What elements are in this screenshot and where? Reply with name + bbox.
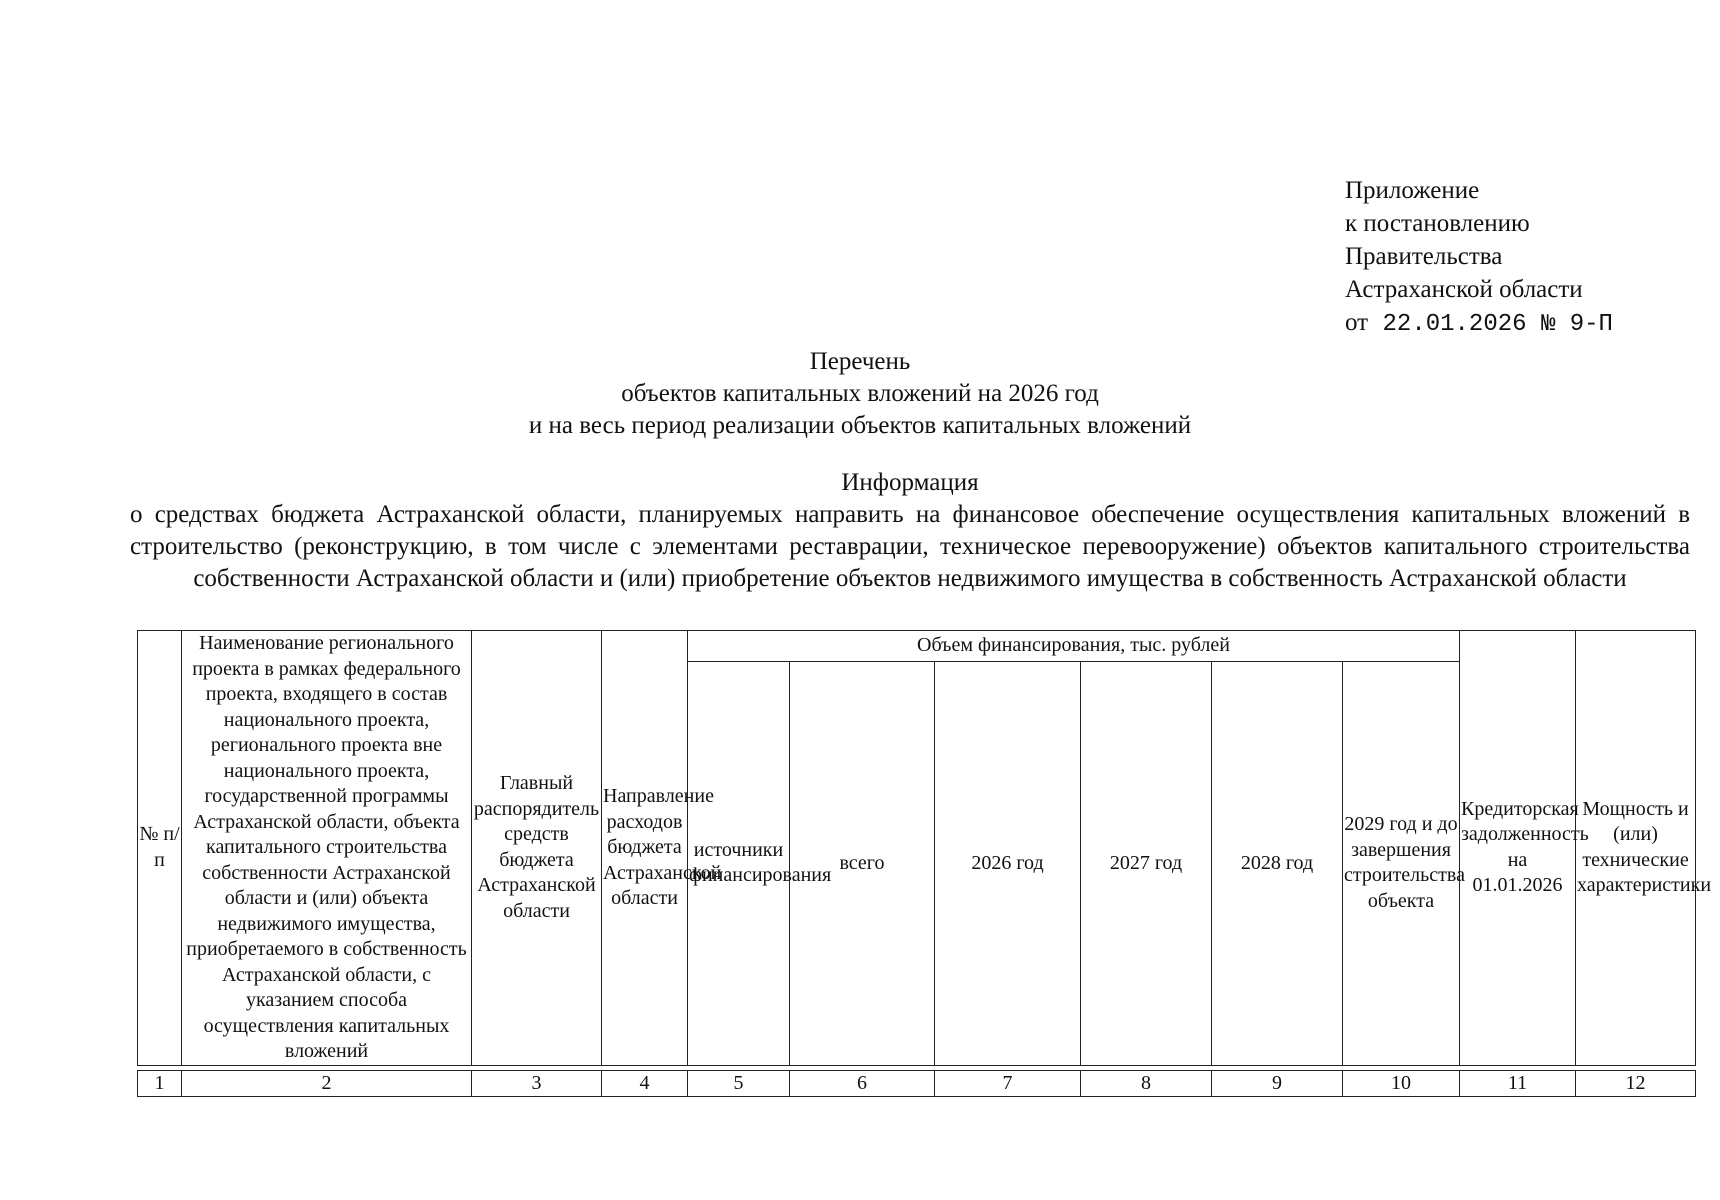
appendix-line-4: Астраханской области xyxy=(1345,276,1583,303)
column-number-cell: 6 xyxy=(790,1070,935,1096)
column-number-cell: 11 xyxy=(1460,1070,1576,1096)
column-number-row xyxy=(138,1070,1696,1096)
column-number-cell: 4 xyxy=(602,1070,688,1096)
appendix-block xyxy=(1345,174,1613,341)
header-capacity: Мощность и (или) технические характеристики xyxy=(1576,631,1696,1066)
header-year-2028: 2028 год xyxy=(1212,662,1343,1065)
appendix-date-value: 22.01.2026 № 9-П xyxy=(1382,311,1613,338)
header-accounts-payable: Кредиторская задолженность на 01.01.2026 xyxy=(1460,631,1576,1066)
title-line-2: объектов капитальных вложений на 2026 год xyxy=(621,380,1099,407)
column-number-cell: 10 xyxy=(1343,1070,1460,1096)
header-funding-sources: источники финансирования xyxy=(688,662,790,1065)
header-year-2026: 2026 год xyxy=(935,662,1081,1065)
column-number-cell: 12 xyxy=(1576,1070,1696,1096)
header-project-name: Наименование регионального проекта в рамках федерального проекта, входящего в состав национального проекта, регионального проекта вне национального проекта, государственной программы Астраханской области, объекта капитального строительства собственности Астраханской области и (или) объекта недвижимого имущества, приобретаемого в собственность Астраханской области, с указанием способа осуществления капитальных вложений xyxy=(182,631,472,1066)
appendix-line-1: Приложение xyxy=(1345,177,1480,204)
appendix-line-2: к постановлению xyxy=(1345,210,1530,237)
header-total: всего xyxy=(790,662,935,1065)
info-text: о средствах бюджета Астраханской области, планируемых направить на финансовое обеспечение осуществления капитальных вложений в строительство (реконструкцию, в том числе с элементами реставрации, техническое перевооружение) объектов капитального строительства собственности Астраханской области и (или) приобретение объектов недвижимого имущества в собственность Астраханской области xyxy=(130,501,1690,592)
column-number-cell: 8 xyxy=(1081,1070,1212,1096)
column-number-cell: 3 xyxy=(472,1070,602,1096)
header-financing-volume: Объем финансирования, тыс. рублей xyxy=(688,631,1460,662)
column-number-cell: 1 xyxy=(138,1070,182,1096)
header-expense-direction: Направление расходов бюджета Астраханской области xyxy=(602,631,688,1066)
document-title xyxy=(0,346,1720,442)
header-year-2027: 2027 год xyxy=(1081,662,1212,1065)
title-line-1: Перечень xyxy=(809,348,911,375)
title-line-3: и на весь период реализации объектов капитальных вложений xyxy=(528,412,1192,439)
info-heading: Информация xyxy=(841,469,979,496)
column-number-cell: 2 xyxy=(182,1070,472,1096)
header-number: № п/п xyxy=(138,631,182,1066)
header-year-2029-onward: 2029 год и до завершения строительства объекта xyxy=(1343,662,1460,1065)
appendix-date-prefix: от xyxy=(1345,309,1369,336)
appendix-line-3: Правительства xyxy=(1345,243,1503,270)
info-block xyxy=(130,467,1690,595)
column-number-cell: 9 xyxy=(1212,1070,1343,1096)
column-number-cell: 7 xyxy=(935,1070,1081,1096)
column-number-cell: 5 xyxy=(688,1070,790,1096)
capital-investments-table xyxy=(137,630,1712,1097)
header-main-manager: Главный распорядитель средств бюджета Астраханской области xyxy=(472,631,602,1066)
appendix-date-line xyxy=(1345,306,1613,341)
